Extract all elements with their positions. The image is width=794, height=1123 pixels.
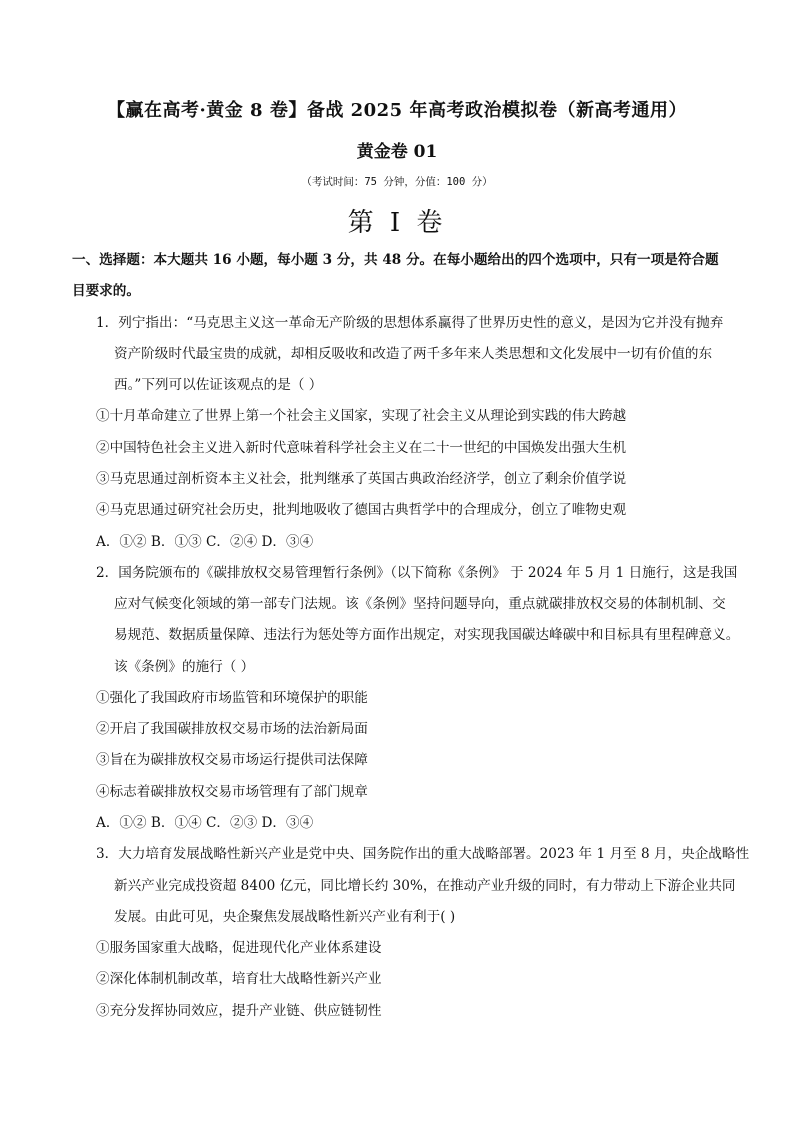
question-1-statement: ④马克思通过研究社会历史，批判地吸收了德国古典哲学中的合理成分，创立了唯物史观	[96, 502, 627, 518]
question-2-stem: 易规范、数据质量保障、违法行为惩处等方面作出规定，对实现我国碳达峰碳中和目标具有里程碑意义。	[114, 627, 740, 643]
question-2-stem: 2．国务院颁布的《碳排放权交易管理暂行条例》（以下简称《条例》 于 2024 年 5 月 1 日施行，这是我国	[96, 565, 738, 581]
question-2-stem: 应对气候变化领域的第一部专门法规。该《条例》坚持问题导向，重点就碳排放权交易的体制机制、交	[114, 596, 726, 612]
document-title: 【赢在高考·黄金 8 卷】备战 2025 年高考政治模拟卷（新高考通用）	[107, 100, 687, 121]
question-3-stem: 新兴产业完成投资超 8400 亿元，同比增长约 30%，在推动产业升级的同时，有力带动上下游企业共同	[114, 878, 736, 894]
question-3-statement: ③充分发挥协同效应，提升产业链、供应链韧性	[96, 1003, 382, 1019]
question-1-statement: ②中国特色社会主义进入新时代意味着科学社会主义在二十一世纪的中国焕发出强大生机	[96, 440, 627, 456]
exam-info: （考试时间：75 分钟，分值：100 分）	[301, 176, 493, 188]
document-subtitle: 黄金卷 01	[356, 142, 438, 162]
question-1-stem: 资产阶级时代最宝贵的成就，却相反吸收和改造了两千多年来人类思想和文化发展中一切有价值的东	[114, 346, 713, 362]
question-3-stem: 发展。由此可见，央企聚焦发展战略性新兴产业有利于( )	[114, 909, 456, 925]
question-2-statement: ①强化了我国政府市场监管和环境保护的职能	[96, 690, 368, 706]
question-1-stem: 西。”下列可以佐证该观点的是（ ）	[114, 377, 323, 393]
question-1-stem: 1．列宁指出：“马克思主义这一革命无产阶级的思想体系赢得了世界历史性的意义，是因为它并没有抛弃	[96, 315, 724, 331]
volume-heading: 第 I 卷	[347, 208, 447, 238]
question-2-options: A．①② B．①④ C．②③ D．③④	[96, 815, 314, 831]
question-2-statement: ③旨在为碳排放权交易市场运行提供司法保障	[96, 752, 368, 768]
question-2-statement: ②开启了我国碳排放权交易市场的法治新局面	[96, 721, 368, 737]
question-3-statement: ①服务国家重大战略，促进现代化产业体系建设	[96, 940, 382, 956]
question-2-statement: ④标志着碳排放权交易市场管理有了部门规章	[96, 784, 368, 800]
section-instruction-cont: 目要求的。	[72, 283, 140, 299]
question-2-stem: 该《条例》的施行（ ）	[114, 659, 255, 675]
section-instruction: 一、选择题：本大题共 16 小题，每小题 3 分，共 48 分。在每小题给出的四个选项中，只有一项是符合题	[72, 252, 719, 268]
question-1-options: A．①② B．①③ C．②④ D．③④	[96, 534, 314, 550]
question-3-stem: 3．大力培育发展战略性新兴产业是党中央、国务院作出的重大战略部署。2023 年 1 月至 8 月，央企战略性	[96, 846, 750, 862]
question-1-statement: ①十月革命建立了世界上第一个社会主义国家，实现了社会主义从理论到实践的伟大跨越	[96, 408, 627, 424]
question-1-statement: ③马克思通过剖析资本主义社会，批判继承了英国古典政治经济学，创立了剩余价值学说	[96, 471, 627, 487]
question-3-statement: ②深化体制机制改革，培育壮大战略性新兴产业	[96, 971, 382, 987]
